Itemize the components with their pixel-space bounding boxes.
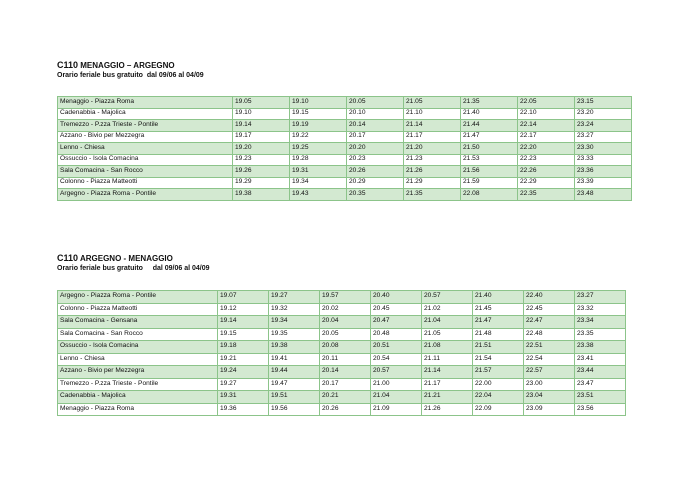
departure-time-cell: 19.57 <box>320 291 371 304</box>
table-row <box>58 391 626 404</box>
departure-time-cell: 19.38 <box>269 341 320 354</box>
departure-time-cell: 20.48 <box>371 328 422 341</box>
departure-time-cell: 20.11 <box>320 353 371 366</box>
departure-time-cell: 22.04 <box>473 391 524 404</box>
stop-name-cell: Menaggio - Piazza Roma <box>58 403 218 416</box>
route1-code: C110 <box>57 60 79 70</box>
departure-time-cell: 19.32 <box>269 303 320 316</box>
stop-name-cell: Menaggio - Piazza Roma <box>58 97 233 109</box>
stop-name-cell: Sala Comacina - Gensana <box>58 316 218 329</box>
departure-time-cell: 20.04 <box>320 316 371 329</box>
departure-time-cell: 21.57 <box>473 366 524 379</box>
departure-time-cell: 20.20 <box>347 143 404 155</box>
departure-time-cell: 22.08 <box>461 189 518 201</box>
departure-time-cell: 23.30 <box>575 143 632 155</box>
departure-time-cell: 21.40 <box>473 291 524 304</box>
table-row <box>58 378 626 391</box>
departure-time-cell: 19.05 <box>233 97 290 109</box>
departure-time-cell: 22.51 <box>524 341 575 354</box>
departure-time-cell: 22.23 <box>518 154 575 166</box>
departure-time-cell: 23.47 <box>575 378 626 391</box>
departure-time-cell: 19.14 <box>218 316 269 329</box>
departure-time-cell: 21.26 <box>404 166 461 178</box>
departure-time-cell: 19.20 <box>233 143 290 155</box>
departure-time-cell: 19.22 <box>290 131 347 143</box>
departure-time-cell: 22.00 <box>473 378 524 391</box>
departure-time-cell: 20.14 <box>320 366 371 379</box>
departure-time-cell: 22.17 <box>518 131 575 143</box>
departure-time-cell: 23.48 <box>575 189 632 201</box>
departure-time-cell: 21.23 <box>404 154 461 166</box>
table-row <box>58 166 632 178</box>
departure-time-cell: 21.05 <box>422 328 473 341</box>
table-row <box>58 177 632 189</box>
departure-time-cell: 21.40 <box>461 108 518 120</box>
departure-time-cell: 20.51 <box>371 341 422 354</box>
departure-time-cell: 21.47 <box>461 131 518 143</box>
departure-time-cell: 19.21 <box>218 353 269 366</box>
departure-time-cell: 21.54 <box>473 353 524 366</box>
route2-code: C110 <box>57 253 79 263</box>
departure-time-cell: 22.57 <box>524 366 575 379</box>
stop-name-cell: Azzano - Bivio per Mezzegra <box>58 131 233 143</box>
stop-name-cell: Argegno - Piazza Roma - Pontile <box>58 291 218 304</box>
departure-time-cell: 19.29 <box>233 177 290 189</box>
departure-time-cell: 21.14 <box>422 366 473 379</box>
departure-time-cell: 22.09 <box>473 403 524 416</box>
stop-name-cell: Azzano - Bivio per Mezzegra <box>58 366 218 379</box>
stop-name-cell: Sala Comacina - San Rocco <box>58 328 218 341</box>
table-row <box>58 189 632 201</box>
stop-name-cell: Cadenabbia - Majolica <box>58 391 218 404</box>
departure-time-cell: 21.29 <box>404 177 461 189</box>
departure-time-cell: 23.09 <box>524 403 575 416</box>
departure-time-cell: 19.47 <box>269 378 320 391</box>
departure-time-cell: 20.29 <box>347 177 404 189</box>
departure-time-cell: 21.44 <box>461 120 518 132</box>
route1-subtitle: Orario feriale bus gratuito <box>57 72 143 79</box>
departure-time-cell: 20.45 <box>371 303 422 316</box>
departure-time-cell: 22.40 <box>524 291 575 304</box>
departure-time-cell: 19.27 <box>218 378 269 391</box>
departure-time-cell: 19.25 <box>290 143 347 155</box>
departure-time-cell: 22.10 <box>518 108 575 120</box>
departure-time-cell: 19.15 <box>290 108 347 120</box>
departure-time-cell: 20.21 <box>320 391 371 404</box>
departure-time-cell: 19.38 <box>233 189 290 201</box>
departure-time-cell: 21.56 <box>461 166 518 178</box>
table-row <box>58 154 632 166</box>
route2-subtitle-line <box>57 264 210 274</box>
departure-time-cell: 19.44 <box>269 366 320 379</box>
departure-time-cell: 21.10 <box>404 108 461 120</box>
departure-time-cell: 21.26 <box>422 403 473 416</box>
departure-time-cell: 21.59 <box>461 177 518 189</box>
table-row <box>58 303 626 316</box>
departure-time-cell: 21.50 <box>461 143 518 155</box>
departure-time-cell: 20.54 <box>371 353 422 366</box>
departure-time-cell: 19.18 <box>218 341 269 354</box>
departure-time-cell: 20.57 <box>371 366 422 379</box>
route2-timetable <box>57 290 626 416</box>
departure-time-cell: 22.20 <box>518 143 575 155</box>
departure-time-cell: 23.44 <box>575 366 626 379</box>
table-row <box>58 120 632 132</box>
departure-time-cell: 19.26 <box>233 166 290 178</box>
route1-subtitle-line <box>57 71 204 81</box>
departure-time-cell: 23.27 <box>575 131 632 143</box>
departure-time-cell: 21.02 <box>422 303 473 316</box>
departure-time-cell: 19.51 <box>269 391 320 404</box>
stop-name-cell: Ossuccio - Isola Comacina <box>58 341 218 354</box>
departure-time-cell: 21.17 <box>404 131 461 143</box>
departure-time-cell: 19.19 <box>290 120 347 132</box>
departure-time-cell: 20.10 <box>347 108 404 120</box>
departure-time-cell: 21.04 <box>371 391 422 404</box>
departure-time-cell: 21.00 <box>371 378 422 391</box>
departure-time-cell: 19.10 <box>290 97 347 109</box>
departure-time-cell: 20.35 <box>347 189 404 201</box>
departure-time-cell: 21.05 <box>404 97 461 109</box>
route2-heading <box>57 253 210 274</box>
departure-time-cell: 21.20 <box>404 143 461 155</box>
departure-time-cell: 20.14 <box>347 120 404 132</box>
stop-name-cell: Tremezzo - P.zza Trieste - Pontile <box>58 120 233 132</box>
departure-time-cell: 21.09 <box>371 403 422 416</box>
departure-time-cell: 22.45 <box>524 303 575 316</box>
departure-time-cell: 19.41 <box>269 353 320 366</box>
departure-time-cell: 20.57 <box>422 291 473 304</box>
departure-time-cell: 23.27 <box>575 291 626 304</box>
departure-time-cell: 20.17 <box>347 131 404 143</box>
route2-subtitle: Orario feriale bus gratuito <box>57 265 143 272</box>
departure-time-cell: 23.35 <box>575 328 626 341</box>
departure-time-cell: 19.15 <box>218 328 269 341</box>
departure-time-cell: 19.56 <box>269 403 320 416</box>
departure-time-cell: 20.17 <box>320 378 371 391</box>
departure-time-cell: 23.04 <box>524 391 575 404</box>
departure-time-cell: 19.10 <box>233 108 290 120</box>
departure-time-cell: 21.11 <box>422 353 473 366</box>
route2-title <box>57 253 210 264</box>
departure-time-cell: 19.28 <box>290 154 347 166</box>
departure-time-cell: 20.40 <box>371 291 422 304</box>
departure-time-cell: 22.14 <box>518 120 575 132</box>
departure-time-cell: 22.54 <box>524 353 575 366</box>
stop-name-cell: Colonno - Piazza Matteotti <box>58 177 233 189</box>
departure-time-cell: 23.39 <box>575 177 632 189</box>
departure-time-cell: 22.05 <box>518 97 575 109</box>
stop-name-cell: Lenno - Chiesa <box>58 353 218 366</box>
departure-time-cell: 20.08 <box>320 341 371 354</box>
departure-time-cell: 19.34 <box>290 177 347 189</box>
departure-time-cell: 19.31 <box>290 166 347 178</box>
departure-time-cell: 21.21 <box>422 391 473 404</box>
route1-dates: dal 09/06 al 04/09 <box>146 72 204 79</box>
departure-time-cell: 19.31 <box>218 391 269 404</box>
stop-name-cell: Sala Comacina - San Rocco <box>58 166 233 178</box>
departure-time-cell: 21.35 <box>461 97 518 109</box>
stop-name-cell: Tremezzo - P.zza Trieste - Pontile <box>58 378 218 391</box>
table-row <box>58 143 632 155</box>
stop-name-cell: Ossuccio - Isola Comacina <box>58 154 233 166</box>
route2-dates: dal 09/06 al 04/09 <box>152 265 210 272</box>
stop-name-cell: Argegno - Piazza Roma - Pontile <box>58 189 233 201</box>
table-row <box>58 328 626 341</box>
table-row <box>58 131 632 143</box>
route2-name: ARGEGNO - MENAGGIO <box>79 254 173 263</box>
departure-time-cell: 20.05 <box>320 328 371 341</box>
departure-time-cell: 21.14 <box>404 120 461 132</box>
route1-heading <box>57 60 204 81</box>
table-row <box>58 97 632 109</box>
table-row <box>58 403 626 416</box>
departure-time-cell: 20.05 <box>347 97 404 109</box>
departure-time-cell: 19.14 <box>233 120 290 132</box>
departure-time-cell: 23.20 <box>575 108 632 120</box>
departure-time-cell: 19.34 <box>269 316 320 329</box>
departure-time-cell: 23.38 <box>575 341 626 354</box>
departure-time-cell: 20.23 <box>347 154 404 166</box>
table-row <box>58 316 626 329</box>
departure-time-cell: 19.35 <box>269 328 320 341</box>
table-row <box>58 341 626 354</box>
departure-time-cell: 22.26 <box>518 166 575 178</box>
departure-time-cell: 19.36 <box>218 403 269 416</box>
departure-time-cell: 21.51 <box>473 341 524 354</box>
departure-time-cell: 21.04 <box>422 316 473 329</box>
departure-time-cell: 22.48 <box>524 328 575 341</box>
route1-timetable <box>57 96 632 201</box>
departure-time-cell: 19.12 <box>218 303 269 316</box>
departure-time-cell: 23.34 <box>575 316 626 329</box>
departure-time-cell: 23.36 <box>575 166 632 178</box>
departure-time-cell: 22.35 <box>518 189 575 201</box>
departure-time-cell: 19.07 <box>218 291 269 304</box>
route1-name: MENAGGIO – ARGEGNO <box>80 61 175 70</box>
departure-time-cell: 20.02 <box>320 303 371 316</box>
departure-time-cell: 21.53 <box>461 154 518 166</box>
departure-time-cell: 19.24 <box>218 366 269 379</box>
departure-time-cell: 23.56 <box>575 403 626 416</box>
stop-name-cell: Colonno - Piazza Matteotti <box>58 303 218 316</box>
departure-time-cell: 21.08 <box>422 341 473 354</box>
departure-time-cell: 23.24 <box>575 120 632 132</box>
departure-time-cell: 21.48 <box>473 328 524 341</box>
departure-time-cell: 21.47 <box>473 316 524 329</box>
route1-title <box>57 60 204 71</box>
departure-time-cell: 21.35 <box>404 189 461 201</box>
departure-time-cell: 22.47 <box>524 316 575 329</box>
departure-time-cell: 22.29 <box>518 177 575 189</box>
departure-time-cell: 19.27 <box>269 291 320 304</box>
departure-time-cell: 20.26 <box>347 166 404 178</box>
stop-name-cell: Lenno - Chiesa <box>58 143 233 155</box>
departure-time-cell: 23.33 <box>575 154 632 166</box>
departure-time-cell: 21.17 <box>422 378 473 391</box>
departure-time-cell: 20.26 <box>320 403 371 416</box>
departure-time-cell: 23.15 <box>575 97 632 109</box>
table-row <box>58 291 626 304</box>
departure-time-cell: 20.47 <box>371 316 422 329</box>
departure-time-cell: 23.00 <box>524 378 575 391</box>
departure-time-cell: 23.41 <box>575 353 626 366</box>
departure-time-cell: 19.43 <box>290 189 347 201</box>
departure-time-cell: 19.17 <box>233 131 290 143</box>
table-row <box>58 108 632 120</box>
departure-time-cell: 21.45 <box>473 303 524 316</box>
stop-name-cell: Cadenabbia - Majolica <box>58 108 233 120</box>
departure-time-cell: 19.23 <box>233 154 290 166</box>
departure-time-cell: 23.51 <box>575 391 626 404</box>
table-row <box>58 366 626 379</box>
departure-time-cell: 23.32 <box>575 303 626 316</box>
table-row <box>58 353 626 366</box>
